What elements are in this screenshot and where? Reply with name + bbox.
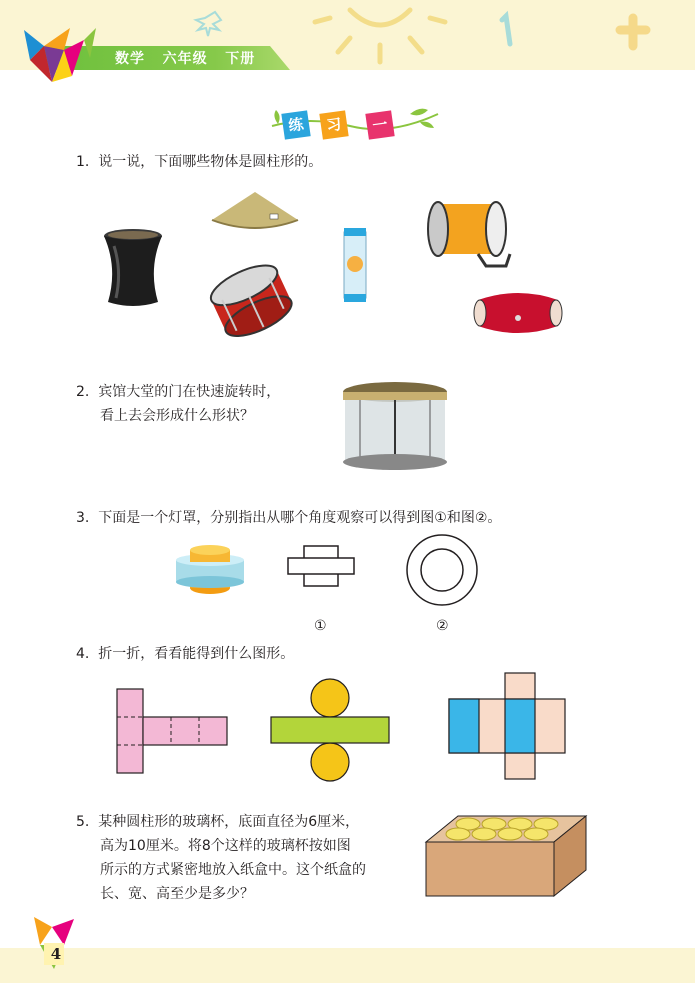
header-title: [115, 48, 255, 68]
star-icon: [196, 12, 221, 36]
bass-drum-image: [426, 192, 518, 272]
question-4: [76, 642, 294, 666]
question-5-line-2: 高为10厘米。将8个这样的玻璃杯按如图: [100, 838, 351, 854]
question-2-line-1: [76, 380, 280, 404]
box-of-glasses-image: [424, 812, 588, 898]
stool-image: [100, 226, 166, 310]
question-2-text: 宾馆大堂的门在快速旋转时，: [98, 384, 281, 400]
page-number: 4: [50, 945, 62, 963]
question-2-line-2: 看上去会形成什么形状？: [100, 408, 254, 424]
title-char-1: 练: [281, 110, 310, 139]
glass-tops: [446, 818, 558, 840]
leaf-icon: [274, 110, 279, 124]
question-5-text: 某种圆柱形的玻璃杯，底面直径为6厘米，: [98, 814, 360, 830]
revolving-door-image: [340, 378, 450, 470]
cuboid-net-image: [116, 688, 228, 774]
question-5-line-1: [76, 810, 359, 834]
sun-icon: [315, 10, 445, 62]
footer-band: [0, 948, 695, 983]
figure-1-front-view: [284, 544, 358, 588]
question-3-text: 下面是一个灯罩，分别指出从哪个角度观察可以得到图①和图②。: [98, 510, 502, 526]
question-5-line-3: 所示的方式紧密地放入纸盒中。这个纸盒的: [100, 862, 366, 878]
question-5-number: 5.: [76, 814, 90, 830]
title-char-2: 习: [319, 110, 348, 139]
leaf-icon: [420, 122, 434, 128]
header-grade: 六年级: [162, 51, 208, 67]
plus-icon: [620, 18, 646, 46]
title-char-3: 一: [365, 110, 394, 139]
one-icon: [502, 16, 510, 44]
question-2-number: 2.: [76, 384, 90, 400]
question-5-line-4: 长、宽、高至少是多少？: [100, 886, 254, 902]
question-1-text: 说一说，下面哪些物体是圆柱形的。: [98, 154, 323, 170]
cylinder-net-image: [268, 678, 392, 782]
header-subject: 数学: [115, 51, 145, 67]
snare-drum-image: [204, 254, 296, 342]
question-1: [76, 150, 322, 174]
header-volume: 下册: [225, 51, 256, 67]
lampshade-image: [172, 544, 248, 600]
figure-2-label: ②: [436, 618, 449, 634]
logo-icon: [22, 20, 102, 88]
question-4-text: 折一折，看看能得到什么图形。: [98, 646, 295, 662]
cube-net-image: [448, 672, 566, 780]
leaf-icon: [410, 109, 428, 116]
glass-tube-image: [340, 226, 370, 304]
figure-2-top-view: [404, 532, 480, 608]
chinese-drum-image: [472, 282, 564, 342]
question-4-number: 4.: [76, 646, 90, 662]
figure-1-label: ①: [314, 618, 327, 634]
straw-hat-image: [210, 186, 300, 236]
question-1-number: 1.: [76, 154, 90, 170]
question-3-number: 3.: [76, 510, 90, 526]
question-3: [76, 506, 501, 530]
